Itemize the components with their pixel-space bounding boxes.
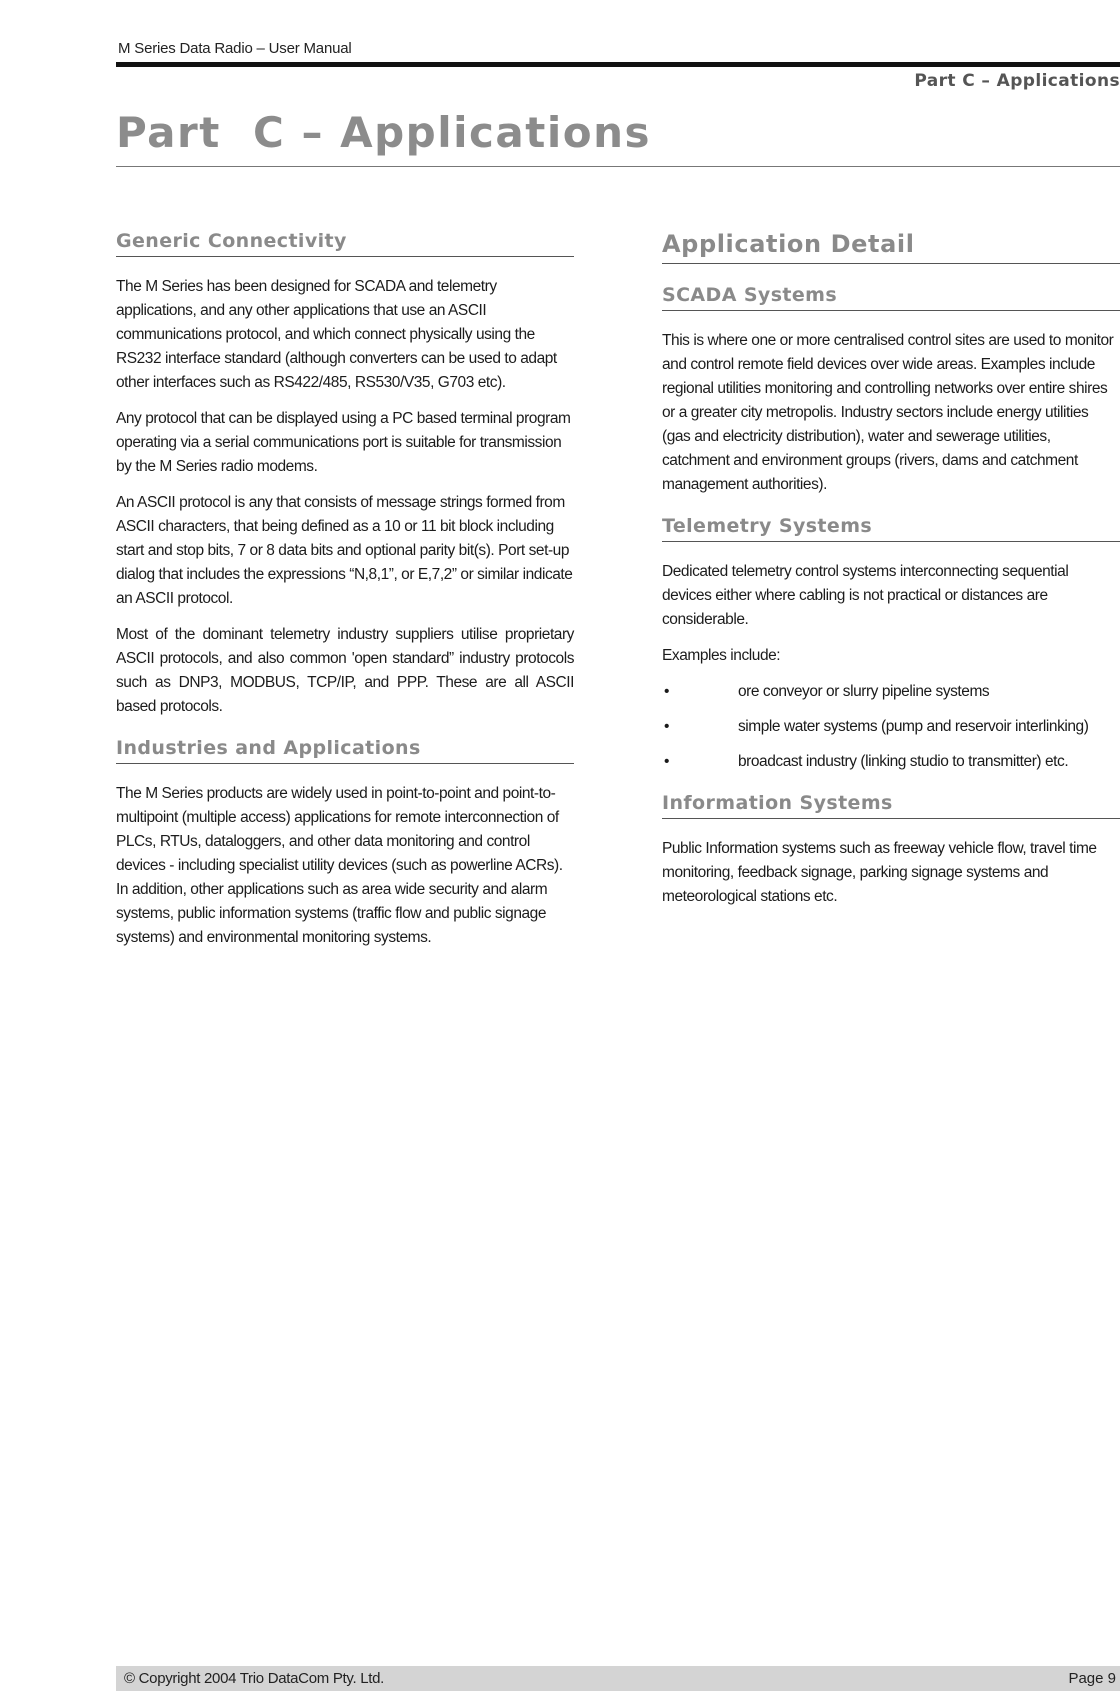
list-item	[662, 715, 1120, 739]
heading-information-systems: Information Systems	[662, 792, 1120, 819]
heading-generic-connectivity: Generic Connectivity	[116, 230, 574, 257]
paragraph: Any protocol that can be displayed using a PC based terminal program operating via a serial communications port is suitable for transmission by the M Series radio modems.	[116, 410, 571, 475]
heading-scada-systems: SCADA Systems	[662, 284, 1120, 311]
page-number: Page 9	[1068, 1670, 1116, 1687]
heading-telemetry-systems: Telemetry Systems	[662, 515, 1120, 542]
paragraph: Dedicated telemetry control systems interconnecting sequential devices either where cabling is not practical or distances are considerable.	[662, 563, 1069, 628]
list-item-text: broadcast industry (linking studio to transmitter) etc.	[738, 753, 1069, 770]
header-rule	[116, 62, 1120, 67]
copyright: © Copyright 2004 Trio DataCom Pty. Ltd.	[124, 1670, 385, 1687]
heading-application-detail: Application Detail	[662, 230, 1120, 264]
paragraph: An ASCII protocol is any that consists of message strings formed from ASCII characters, that being defined as a 10 or 11 bit block including start and stop bits, 7 or 8 data bits and optional parity bit(s). Port set-up dialog that includes the expressions “N,8,1”, or E,7,2” or similar indicate an ASCII protocol.	[116, 494, 573, 607]
examples-list	[662, 680, 1120, 774]
bullet-icon: •	[664, 718, 669, 735]
paragraph: This is where one or more centralised control sites are used to monitor and control remote field devices over wide areas. Examples include regional utilities monitoring and controlling networks over entire shires or a greater city metropolis. Industry sectors include energy utilities (gas and electricity distribution), water and sewerage utilities, catchment and environment groups (rivers, dams and catchment management authorities).	[662, 332, 1114, 493]
left-column	[116, 230, 574, 962]
paragraph: Examples include:	[662, 647, 781, 664]
list-item	[662, 680, 1120, 704]
paragraph: Public Information systems such as freeway vehicle flow, travel time monitoring, feedback signage, parking signage systems and meteorological stations etc.	[662, 840, 1097, 905]
section-tag: Part C – Applications	[914, 71, 1120, 91]
manual-title: M Series Data Radio – User Manual	[118, 40, 352, 57]
bullet-icon: •	[664, 683, 669, 700]
heading-industries-applications: Industries and Applications	[116, 737, 574, 764]
paragraph: The M Series has been designed for SCADA and telemetry applications, and any other applications that use an ASCII communications protocol, and which connect physically using the RS232 interface standard (although converters can be used to adapt other interfaces such as RS422/485, RS530/V35, G703 etc).	[116, 278, 557, 391]
list-item-text: ore conveyor or slurry pipeline systems	[738, 683, 990, 700]
list-item	[662, 750, 1120, 774]
list-item-text: simple water systems (pump and reservoir interlinking)	[738, 718, 1089, 735]
bullet-icon: •	[664, 753, 669, 770]
page-title: Part C – Applications	[116, 108, 651, 157]
paragraph: The M Series products are widely used in point-to-point and point-to-multipoint (multiple access) applications for remote interconnection of PLCs, RTUs, dataloggers, and other data monitoring and control devices - including specialist utility devices (such as powerline ACRs). In addition, other applications such as area wide security and alarm systems, public information systems (traffic flow and public signage systems) and environmental monitoring systems.	[116, 785, 563, 946]
paragraph: Most of the dominant telemetry industry suppliers utilise proprietary ASCII protocols, and also common 'open standard” industry protocols such as DNP3, MODBUS, TCP/IP, and PPP. These are all ASCII based protocols.	[116, 626, 574, 715]
title-rule	[116, 166, 1120, 167]
footer	[116, 1666, 1120, 1691]
right-column	[662, 230, 1120, 921]
